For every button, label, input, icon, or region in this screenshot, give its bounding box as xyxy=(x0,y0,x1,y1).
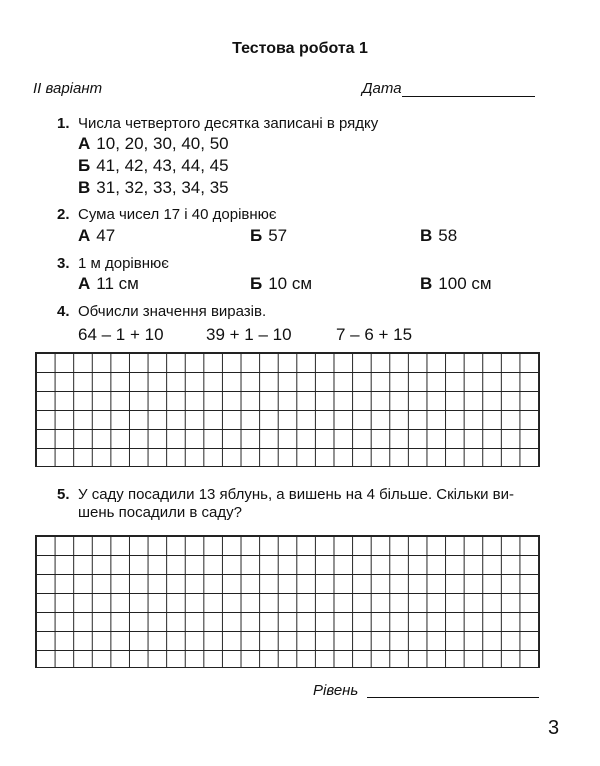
question-4-text: Обчисли значення виразів. xyxy=(78,303,267,320)
work-grid-question-5[interactable] xyxy=(35,535,540,668)
question-2-number: 2. xyxy=(57,206,70,223)
question-5-number: 5. xyxy=(57,486,70,503)
level-field-line[interactable] xyxy=(367,697,539,698)
question-1-option-b[interactable] xyxy=(78,156,229,176)
option-letter: А xyxy=(78,134,91,153)
option-letter: В xyxy=(420,274,433,293)
option-letter: А xyxy=(78,226,91,245)
question-3-option-b[interactable] xyxy=(250,274,312,294)
option-value: 10 см xyxy=(268,274,313,293)
option-value: 10, 20, 30, 40, 50 xyxy=(96,134,229,153)
question-3-option-a[interactable] xyxy=(78,274,139,294)
date-field-line[interactable] xyxy=(402,96,535,97)
option-value: 58 xyxy=(438,226,458,245)
question-5-text-line-1: У саду посадили 13 яблунь, а вишень на 4 більше. Скільки ви- xyxy=(78,486,515,503)
question-5-text-line-2: шень посадили в саду? xyxy=(78,504,242,521)
option-value: 41, 42, 43, 44, 45 xyxy=(96,156,229,175)
question-2-option-b[interactable] xyxy=(250,226,287,246)
question-2-text: Сума чисел 17 і 40 дорівнює xyxy=(78,206,277,223)
question-2-option-c[interactable] xyxy=(420,226,457,246)
option-letter: Б xyxy=(250,274,263,293)
question-1-number: 1. xyxy=(57,115,70,132)
option-value: 100 см xyxy=(438,274,492,293)
option-letter: В xyxy=(420,226,433,245)
variant-label: II варіант xyxy=(33,80,103,97)
option-value: 57 xyxy=(268,226,288,245)
question-4-number: 4. xyxy=(57,303,70,320)
expression-3: 7 – 6 + 15 xyxy=(336,325,413,344)
level-label: Рівень xyxy=(313,682,359,699)
option-letter: А xyxy=(78,274,91,293)
expression-2: 39 + 1 – 10 xyxy=(206,325,292,344)
question-3-number: 3. xyxy=(57,255,70,272)
page-number: 3 xyxy=(548,717,560,739)
expression-1: 64 – 1 + 10 xyxy=(78,325,164,344)
option-letter: Б xyxy=(250,226,263,245)
page-title: Тестова робота 1 xyxy=(232,40,368,57)
question-2-option-a[interactable] xyxy=(78,226,115,246)
question-3-option-c[interactable] xyxy=(420,274,492,294)
work-grid-question-4[interactable] xyxy=(35,352,540,467)
question-1-option-a[interactable] xyxy=(78,134,229,154)
option-value: 47 xyxy=(96,226,116,245)
option-value: 11 см xyxy=(96,274,139,293)
option-letter: В xyxy=(78,178,91,197)
question-1-text: Числа четвертого десятка записані в рядку xyxy=(78,115,379,132)
option-letter: Б xyxy=(78,156,91,175)
question-3-text: 1 м дорівнює xyxy=(78,255,169,272)
date-label: Дата xyxy=(362,80,402,97)
option-value: 31, 32, 33, 34, 35 xyxy=(96,178,229,197)
question-1-option-c[interactable] xyxy=(78,178,229,198)
